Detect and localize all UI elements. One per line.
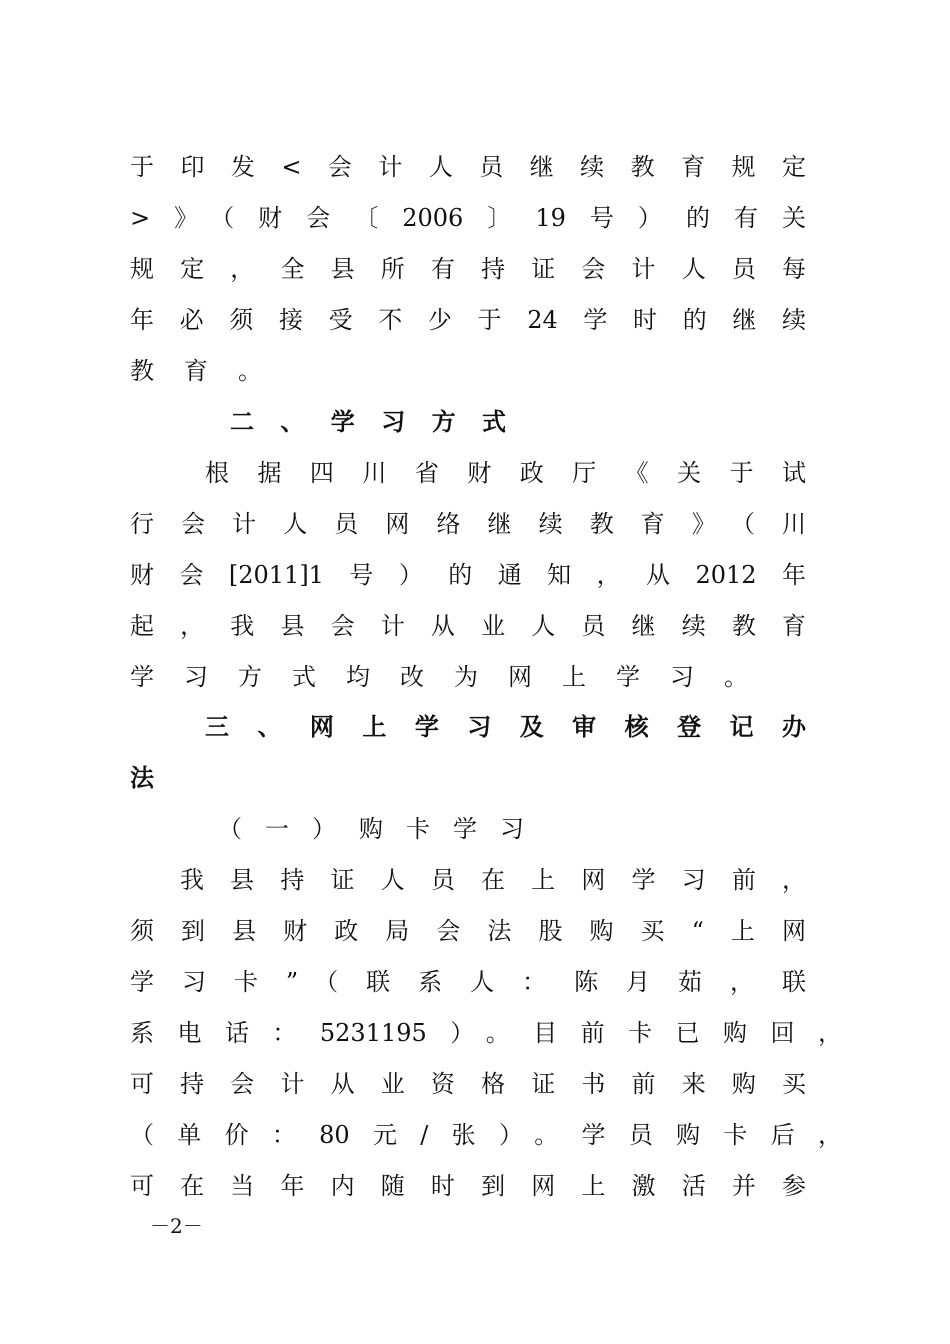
paragraph-line: 财会[2011]1号）的通知，从2012年 [130,561,806,589]
paragraph-line: 系电话：5231195）。目前卡已购回， [130,1019,842,1047]
paragraph-line: >》（财会〔2006〕19号）的有关 [130,204,806,232]
paragraph-line: 学习卡”（联系人：陈月茹，联 [130,968,806,996]
subsection-heading: （一）购卡学习 [218,815,524,843]
paragraph-line: 须到县财政局会法股购买“上网 [130,917,806,945]
paragraph-line: 可持会计从业资格证书前来购买 [130,1070,806,1098]
paragraph-line: 规定，全县所有持证会计人员每 [130,255,806,283]
page-number: －2－ [150,1214,203,1238]
paragraph-line: 年必须接受不少于24学时的继续 [130,306,806,334]
paragraph-line: 于印发<会计人员继续教育规定 [130,153,806,181]
section-heading: 三、网上学习及审核登记办 [205,713,806,741]
paragraph-line: （单价：80元/张）。学员购卡后， [130,1121,842,1149]
section-heading-continuation: 法 [130,764,184,792]
paragraph-line: 行会计人员网络继续教育》（川 [130,510,806,538]
paragraph-line: 根据四川省财政厅《关于试 [205,459,806,487]
paragraph-line: 可在当年内随时到网上激活并参 [130,1172,806,1200]
paragraph-line: 学习方式均改为网上学习。 [130,663,778,691]
paragraph-line: 起，我县会计从业人员继续教育 [130,612,806,640]
paragraph-line: 我县持证人员在上网学习前， [180,866,806,894]
section-heading: 二、学习方式 [230,408,506,436]
paragraph-line: 教育。 [130,357,292,385]
